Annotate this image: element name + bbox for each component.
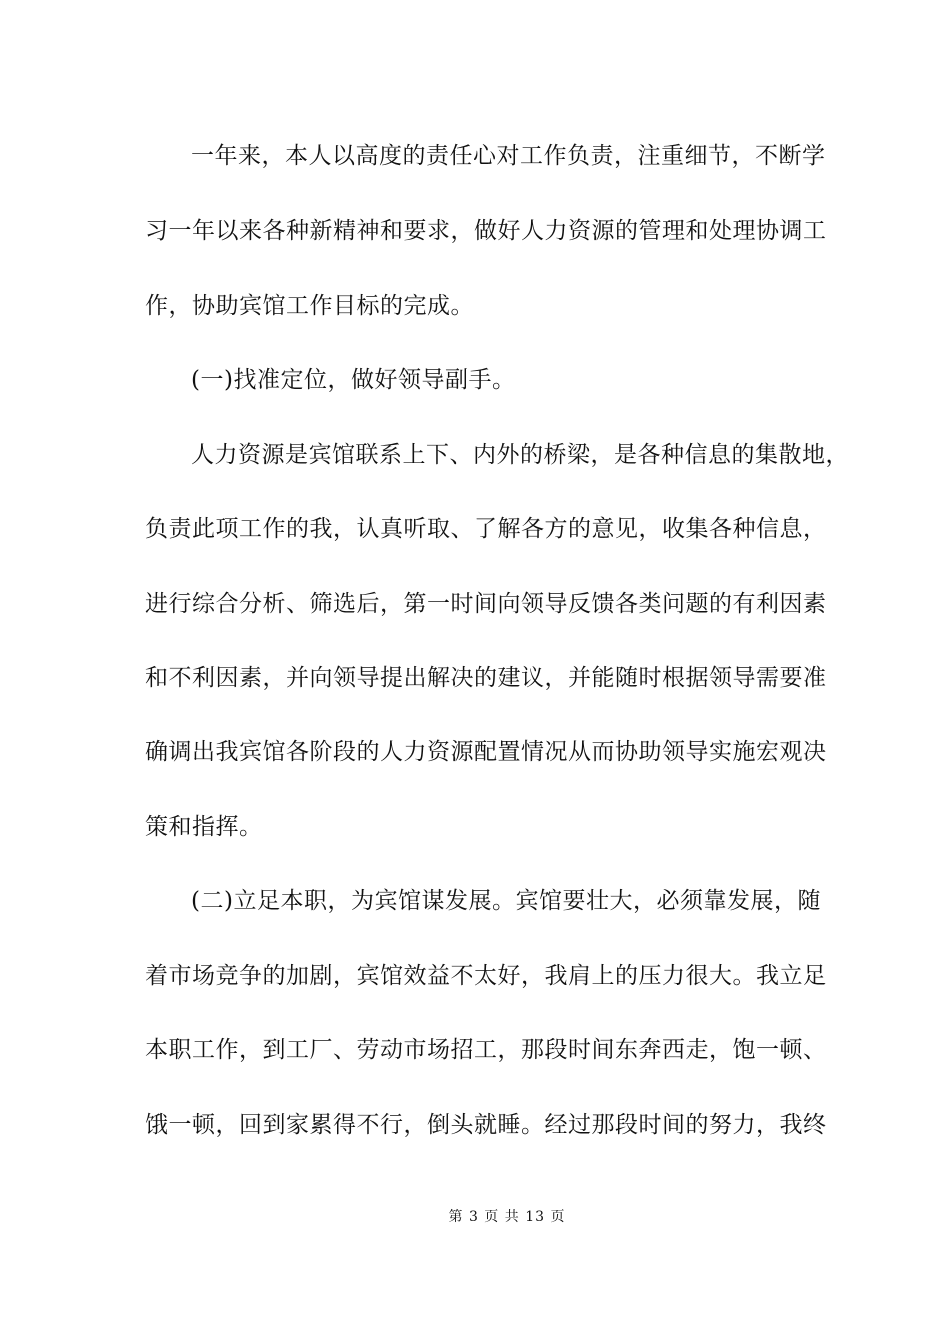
page-footer <box>0 1207 950 1227</box>
paragraph-3-line-6: 策和指挥。 <box>145 814 263 840</box>
paragraph-3-line-1: 人力资源是宾馆联系上下、内外的桥梁，是各种信息的集散地， <box>191 442 849 468</box>
paragraph-3-line-4: 和不利因素，并向领导提出解决的建议，并能随时根据领导需要准 <box>145 665 827 691</box>
paragraph-4-line-4: 饿一顿，回到家累得不行，倒头就睡。经过那段时间的努力，我终 <box>145 1112 827 1138</box>
section-heading-1: (一)找准定位，做好领导副手。 <box>191 367 516 393</box>
paragraph-3-line-3: 进行综合分析、筛选后，第一时间向领导反馈各类问题的有利因素 <box>145 591 827 617</box>
paragraph-1-line-2: 习一年以来各种新精神和要求，做好人力资源的管理和处理协调工 <box>145 218 827 244</box>
paragraph-1-line-1: 一年来，本人以高度的责任心对工作负责，注重细节，不断学 <box>191 143 826 169</box>
paragraph-4-line-1: (二)立足本职，为宾馆谋发展。宾馆要壮大，必须靠发展，随 <box>191 888 821 914</box>
page-number-label: 第 3 页 共 13 页 <box>448 1209 566 1225</box>
paragraph-3-line-5: 确调出我宾馆各阶段的人力资源配置情况从而协助领导实施宏观决 <box>145 739 827 765</box>
paragraph-3-line-2: 负责此项工作的我，认真听取、了解各方的意见，收集各种信息， <box>145 516 827 542</box>
paragraph-4-line-3: 本职工作，到工厂、劳动市场招工，那段时间东奔西走，饱一顿、 <box>145 1037 827 1063</box>
paragraph-1-line-3: 作，协助宾馆工作目标的完成。 <box>145 293 474 319</box>
paragraph-4-line-2: 着市场竞争的加剧，宾馆效益不太好，我肩上的压力很大。我立足 <box>145 963 827 989</box>
